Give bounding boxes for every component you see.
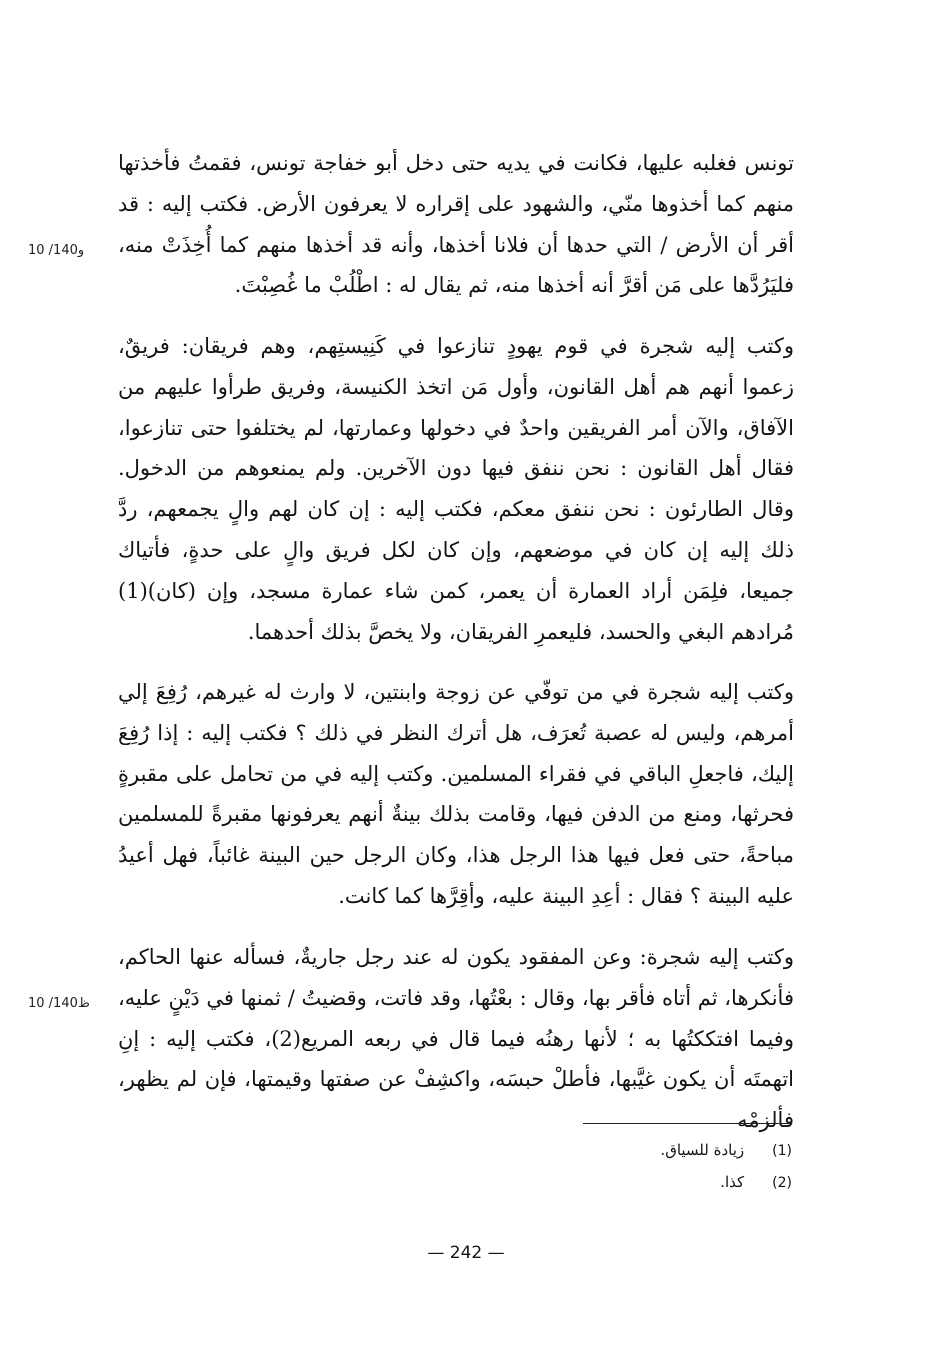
paragraph-4: وكتب إليه شجرة: وعن المفقود يكون له عند رجل جاريةٌ، فسأله عنها الحاكم، فأنكرها، ثم أتاه فأقر بها، وقال : بعْتُها، وقد فاتت، وقضيتُ / ثمنها في دَيْنٍ عليه، وفيما افتككتُها به ؛ لأنها رهنُه فيما قال في ربعه المريع(2)، فكتب إليه : إنِ اتهمتَه أن يكون غيَّبها، فأطلْ حبسَه، واكشِفْ عن صفتها وقيمتها، فإن لم يظهر، فألزمْه xyxy=(118,945,794,1133)
footnote-2-number: (2) xyxy=(772,1175,792,1191)
paragraph-2: وكتب إليه شجرة في قوم يهودٍ تنازعوا في كَنِيستِهم، وهم فريقان: فريقٌ، زعموا أنهم هم أهل القانون، وأول مَن اتخذ الكنيسة، وفريق طرأوا عليهم من الآفاق، والآن أمر الفريقين واحدٌ في دخولها وعمارتها، لم يختلفوا حتى تنازعوا، فقال أهل القانون : نحن ننفق فيها دون الآخرين. ولم يمنعوهم من الدخول. وقال الطارئون : نحن ننفق معكم، فكتب إليه : إن كان لهم والٍ يجمعهم، ردَّ ذلك إليه إن كان في موضعهم، وإن كان لكل فريق والٍ على حدةٍ، فأتياك جميعا، فلِمَن أراد العمارة أن يعمر، كمن شاء عمارة مسجد، وإن (كان)(1) مُرادهم البغي والحسد، فليعمرِ الفريقان، ولا يخصَّ بذلك أحدهما. xyxy=(118,334,795,644)
margin-folio-note-1: 10 /140و xyxy=(28,243,85,258)
footnote-2 xyxy=(720,1173,792,1191)
margin-folio-note-2: 10 /140ظ xyxy=(28,996,90,1011)
footnote-1-text: زيادة للسياق. xyxy=(660,1141,745,1159)
footnote-divider xyxy=(583,1123,792,1124)
footnote-2-text: كذا. xyxy=(720,1173,745,1191)
paragraph-3: وكتب إليه شجرة في من توفّي عن زوجة وابنتين، لا وارث له غيرهم، رُفِعَ إلي أمرهم، وليس له عصبة تُعرَف، هل أترك النظر في ذلك ؟ فكتب إليه : إذا رُفِعَ إليك، فاجعلِ الباقي في فقراء المسلمين. وكتب إليه في من تحامل على مقبرةٍ فحرثها، ومنع من الدفن فيها، وقامت بذلك بينةٌ أنهم يعرفونها مقبرةً للمسلمين مباحةً، حتى فعل فيها هذا الرجل هذا، وكان الرجل حين البينة غائباً، فهل أعيدُ عليه البينة ؟ فقال : أعِدِ البينة عليه، وأقِرَّها كما كانت. xyxy=(118,680,795,908)
footnote-1-number: (1) xyxy=(772,1143,792,1159)
page-number: — 242 — xyxy=(427,1243,505,1263)
paragraph-1: تونس فغلبه عليها، فكانت في يديه حتى دخل أبو خفاجة تونس، فقمتُ فأخذتها منهم كما أخذوها منّي، والشهود على إقراره لا يعرفون الأرض. فكتب إليه : قد أقر أن الأرض / التي حدها أن فلانا أخذها، وأنه قد أخذها منهم كما أُخِذَتْ منه، فليَرُدَّها على مَن أقرَّ أنه أخذها منه، ثم يقال له : اطْلُبْ ما غُصِبْتَ. xyxy=(118,151,794,298)
footnote-1 xyxy=(660,1141,792,1159)
